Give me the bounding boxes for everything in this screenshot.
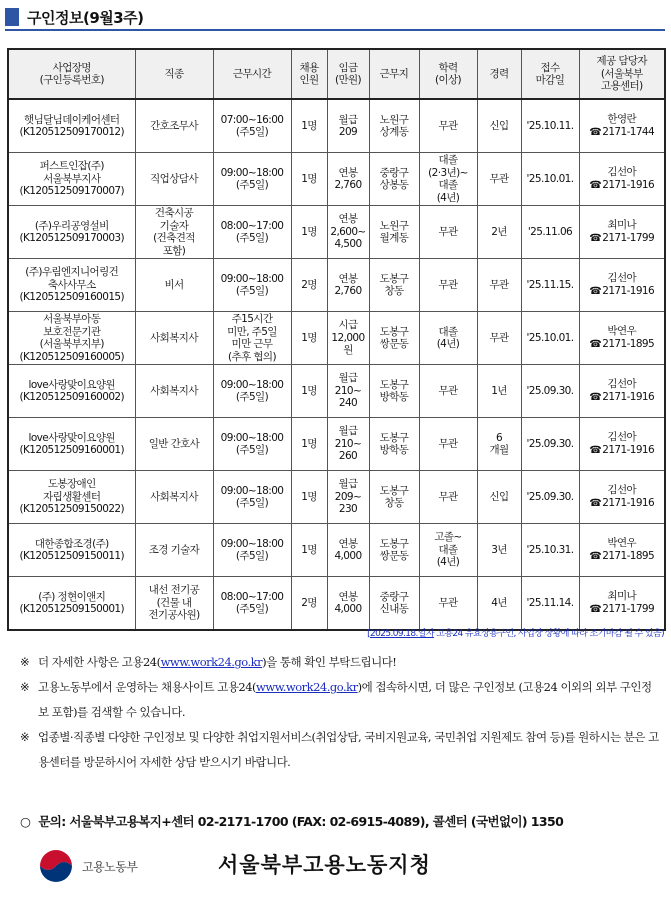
- cell-edu: 무관: [419, 577, 477, 631]
- cell-wage: 월급 209~ 230: [327, 471, 369, 524]
- cell-location: 도봉구 방학동: [369, 365, 419, 418]
- cell-edu: 무관: [419, 99, 477, 153]
- notice-text-tail: )에 접속하시면, 더 많은 구인정보 (고용24 이외의 외부 구인정보 포함)를 검색할 수 있습니다.: [38, 680, 652, 719]
- cell-contact: [579, 312, 665, 365]
- cell-deadline: '25.10.31.: [521, 524, 579, 577]
- cell-hours: 08:00~17:00 (주5일): [213, 206, 291, 259]
- cell-career: 4년: [477, 577, 521, 631]
- work24-link[interactable]: www.work24.go.kr: [160, 655, 263, 669]
- notice-item: [20, 675, 660, 725]
- cell-job: 비서: [135, 259, 213, 312]
- notice-item: [20, 650, 660, 675]
- table-row: [8, 153, 665, 206]
- cell-location: 중랑구 상봉동: [369, 153, 419, 206]
- cell-count: 1명: [291, 153, 327, 206]
- cell-career: 신입: [477, 471, 521, 524]
- contact-phone: ☎ 2171-1916: [581, 391, 664, 405]
- cell-company: 햇님달님데이케어센터 (K120512509170012): [8, 99, 135, 153]
- cell-count: 1명: [291, 206, 327, 259]
- cell-hours: 주15시간 미만, 주5일 미만 근무 (추후 협의): [213, 312, 291, 365]
- cell-wage: 연봉 4,000: [327, 524, 369, 577]
- cell-job: 내선 전기공 (건물 내 전기공사원): [135, 577, 213, 631]
- contact-name: 김선아: [607, 431, 637, 443]
- cell-job: 건축시공 기술자 (건축견적 포함): [135, 206, 213, 259]
- notice-mark: ※: [20, 730, 30, 744]
- cell-deadline: '25.09.30.: [521, 365, 579, 418]
- cell-company: (주)우림엔지니어링건 축사사무소 (K120512509160015): [8, 259, 135, 312]
- cell-location: 도봉구 쌍문동: [369, 312, 419, 365]
- contact-name: 김선아: [607, 272, 637, 284]
- cell-job: 간호조무사: [135, 99, 213, 153]
- column-header: 사업장명 (구인등록번호): [8, 49, 135, 99]
- cell-deadline: '25.10.01.: [521, 153, 579, 206]
- contact-phone: ☎ 2171-1744: [581, 126, 664, 140]
- table-row: [8, 312, 665, 365]
- contact-name: 박연우: [607, 537, 637, 549]
- cell-count: 1명: [291, 312, 327, 365]
- column-header: 근무지: [369, 49, 419, 99]
- cell-hours: 09:00~18:00 (주5일): [213, 471, 291, 524]
- column-header: 근무시간: [213, 49, 291, 99]
- cell-wage: 월급 210~ 240: [327, 365, 369, 418]
- cell-contact: [579, 524, 665, 577]
- cell-count: 1명: [291, 418, 327, 471]
- table-body: [8, 99, 665, 630]
- cell-contact: [579, 99, 665, 153]
- column-header: 제공 담당자 (서울북부 고용센터): [579, 49, 665, 99]
- contact-phone: ☎ 2171-1916: [581, 444, 664, 458]
- cell-location: 노원구 월계동: [369, 206, 419, 259]
- column-header: 직종: [135, 49, 213, 99]
- cell-wage: 월급 210~ 260: [327, 418, 369, 471]
- table-row: [8, 99, 665, 153]
- contact-phone: ☎ 2171-1916: [581, 285, 664, 299]
- cell-location: 도봉구 쌍문동: [369, 524, 419, 577]
- notice-text: 더 자세한 사항은 고용24(: [38, 655, 161, 669]
- contact-name: 최미나: [607, 590, 637, 602]
- notice-list: [20, 650, 660, 775]
- work24-link[interactable]: www.work24.go.kr: [256, 680, 358, 694]
- contact-phone: ☎ 2171-1799: [581, 232, 664, 246]
- cell-career: 2년: [477, 206, 521, 259]
- contact-phone: ☎ 2171-1895: [581, 550, 664, 564]
- job-listings-table: [7, 48, 666, 631]
- cell-contact: [579, 365, 665, 418]
- table-footnote: [2025.09.18.일자 고용24 유효상용구인, 사업장 상황에 따라 조기마감 될 수 있음): [367, 629, 664, 639]
- cell-company: 대한종합조경(주) (K120512509150011): [8, 524, 135, 577]
- cell-wage: 연봉 2,760: [327, 259, 369, 312]
- contact-phone: ☎ 2171-1799: [581, 603, 664, 617]
- cell-contact: [579, 418, 665, 471]
- contact-name: 한영란: [607, 113, 637, 125]
- cell-hours: 09:00~18:00 (주5일): [213, 365, 291, 418]
- cell-count: 1명: [291, 365, 327, 418]
- table-row: [8, 471, 665, 524]
- cell-deadline: '25.11.15.: [521, 259, 579, 312]
- cell-count: 1명: [291, 524, 327, 577]
- table-row: [8, 524, 665, 577]
- notice-text: 고용노동부에서 운영하는 채용사이트 고용24(: [38, 680, 257, 694]
- cell-count: 2명: [291, 259, 327, 312]
- cell-location: 노원구 상계동: [369, 99, 419, 153]
- cell-deadline: '25.10.01.: [521, 312, 579, 365]
- ministry-emblem-icon: [36, 846, 76, 886]
- cell-career: 무관: [477, 259, 521, 312]
- cell-edu: 고졸~ 대졸 (4년): [419, 524, 477, 577]
- cell-edu: 무관: [419, 206, 477, 259]
- contact-name: 김선아: [607, 378, 637, 390]
- column-header: 접수 마감일: [521, 49, 579, 99]
- cell-hours: 09:00~18:00 (주5일): [213, 153, 291, 206]
- section-accent-bar: [5, 8, 19, 26]
- cell-job: 조경 기술자: [135, 524, 213, 577]
- cell-hours: 08:00~17:00 (주5일): [213, 577, 291, 631]
- cell-job: 사회복지사: [135, 365, 213, 418]
- cell-location: 도봉구 창동: [369, 471, 419, 524]
- cell-company: love사랑맞이요양원 (K120512509160001): [8, 418, 135, 471]
- cell-wage: 연봉 2,760: [327, 153, 369, 206]
- cell-wage: 시급 12,000 원: [327, 312, 369, 365]
- contact-circle-icon: ○: [20, 814, 31, 829]
- cell-wage: 연봉 4,000: [327, 577, 369, 631]
- cell-company: (주) 정현이앤지 (K120512509150001): [8, 577, 135, 631]
- cell-company: love사랑맞이요양원 (K120512509160002): [8, 365, 135, 418]
- cell-deadline: '25.11.06: [521, 206, 579, 259]
- cell-deadline: '25.10.11.: [521, 99, 579, 153]
- cell-contact: [579, 259, 665, 312]
- contact-name: 김선아: [607, 484, 637, 496]
- cell-company: 퍼스트인잡(주) 서울북부지사 (K120512509170007): [8, 153, 135, 206]
- cell-edu: 무관: [419, 418, 477, 471]
- cell-contact: [579, 577, 665, 631]
- cell-contact: [579, 471, 665, 524]
- cell-edu: 대졸 (4년): [419, 312, 477, 365]
- cell-job: 일반 간호사: [135, 418, 213, 471]
- cell-edu: 대졸 (2·3년)~ 대졸 (4년): [419, 153, 477, 206]
- footnote-text: 고용24 유효상용구인, 사업장 상황에 따라 조기마감 될 수 있음): [433, 629, 664, 639]
- cell-edu: 무관: [419, 365, 477, 418]
- cell-deadline: '25.11.14.: [521, 577, 579, 631]
- notice-text: 업종별·직종별 다양한 구인정보 및 다양한 취업지원서비스(취업상담, 국비지원교육, 국민취업 지원제도 참여 등)를 원하시는 분은 고용센터를 방문하시어 자세한 상담 받으시기 바랍니다.: [38, 730, 659, 769]
- notice-mark: ※: [20, 680, 30, 694]
- cell-contact: [579, 206, 665, 259]
- cell-career: 신입: [477, 99, 521, 153]
- contact-text: 문의: 서울북부고용복지+센터 02-2171-1700 (FAX: 02-6915-4089), 콜센터 (국번없이) 1350: [38, 814, 564, 829]
- table-row: [8, 418, 665, 471]
- ministry-logo: [36, 846, 156, 886]
- cell-deadline: '25.09.30.: [521, 418, 579, 471]
- notice-item: [20, 725, 660, 775]
- cell-count: 1명: [291, 99, 327, 153]
- cell-company: 서울북부아동 보호전문기관 (서울북부지부) (K120512509160005): [8, 312, 135, 365]
- table-row: [8, 206, 665, 259]
- column-header: 채용 인원: [291, 49, 327, 99]
- page-title: 구인정보(9월3주): [27, 9, 144, 27]
- cell-wage: 연봉 2,600~ 4,500: [327, 206, 369, 259]
- cell-edu: 무관: [419, 259, 477, 312]
- ministry-name: 고용노동부: [82, 860, 138, 874]
- cell-career: 무관: [477, 153, 521, 206]
- table-row: [8, 577, 665, 631]
- cell-location: 중랑구 신내동: [369, 577, 419, 631]
- cell-company: 도봉장애인 자립생활센터 (K120512509150022): [8, 471, 135, 524]
- contact-phone: ☎ 2171-1916: [581, 497, 664, 511]
- cell-job: 사회복지사: [135, 312, 213, 365]
- section-header: [5, 6, 665, 30]
- header-rule: [5, 29, 665, 31]
- cell-deadline: '25.09.30.: [521, 471, 579, 524]
- contact-info: [20, 812, 563, 830]
- contact-name: 최미나: [607, 219, 637, 231]
- notice-mark: ※: [20, 655, 30, 669]
- footnote-date: 2025.09.18.일자: [369, 629, 434, 639]
- cell-wage: 월급 209: [327, 99, 369, 153]
- contact-name: 김선아: [607, 166, 637, 178]
- cell-hours: 09:00~18:00 (주5일): [213, 418, 291, 471]
- cell-job: 사회복지사: [135, 471, 213, 524]
- cell-job: 직업상담사: [135, 153, 213, 206]
- cell-career: 무관: [477, 312, 521, 365]
- contact-phone: ☎ 2171-1895: [581, 338, 664, 352]
- column-header: 학력 (이상): [419, 49, 477, 99]
- office-name: 서울북부고용노동지청: [218, 853, 431, 877]
- table-header-row: [8, 49, 665, 99]
- contact-name: 박연우: [607, 325, 637, 337]
- table-row: [8, 365, 665, 418]
- cell-career: 1년: [477, 365, 521, 418]
- cell-hours: 09:00~18:00 (주5일): [213, 259, 291, 312]
- cell-career: 6 개월: [477, 418, 521, 471]
- notice-text-tail: )을 통해 확인 부탁드립니다!: [262, 655, 397, 669]
- table-row: [8, 259, 665, 312]
- cell-location: 도봉구 방학동: [369, 418, 419, 471]
- column-header: 임금 (만원): [327, 49, 369, 99]
- contact-phone: ☎ 2171-1916: [581, 179, 664, 193]
- cell-hours: 07:00~16:00 (주5일): [213, 99, 291, 153]
- cell-company: (주)우리공영설비 (K120512509170003): [8, 206, 135, 259]
- cell-edu: 무관: [419, 471, 477, 524]
- cell-contact: [579, 153, 665, 206]
- cell-count: 2명: [291, 577, 327, 631]
- column-header: 경력: [477, 49, 521, 99]
- cell-count: 1명: [291, 471, 327, 524]
- cell-career: 3년: [477, 524, 521, 577]
- cell-hours: 09:00~18:00 (주5일): [213, 524, 291, 577]
- cell-location: 도봉구 창동: [369, 259, 419, 312]
